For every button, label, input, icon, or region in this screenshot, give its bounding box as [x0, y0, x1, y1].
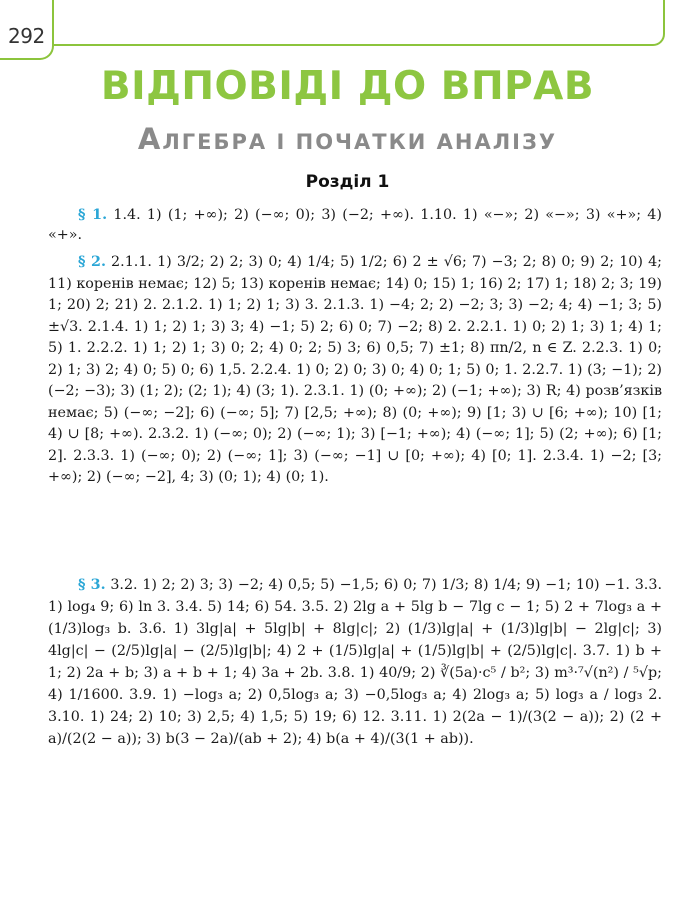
answers-paragraph-1 — [48, 205, 662, 245]
paragraph-sign: § 2. — [78, 254, 106, 270]
answers-paragraph-2 — [48, 252, 662, 489]
subtitle-rest: ЛГЕБРА І ПОЧАТКИ АНАЛІЗУ — [162, 130, 558, 154]
page-number: 292 — [8, 24, 45, 48]
page-header-frame — [0, 0, 665, 46]
paragraph-sign: § 3. — [78, 577, 106, 593]
paragraph-text: 2.1.1. 1) 3/2; 2) 2; 3) 0; 4) 1/4; 5) 1/2; 6) 2 ± √6; 7) −3; 2; 8) 0; 9) 2; 10) 4; 11) коренів немає; 12) 5; 13) коренів немає; 14) 0; 15) 1; 16) 2; 17) 1; 18) 2; 3; 19) 1; 20) 2; 21) 2. 2.1.2. 1) 1; 2) 1; 3) 3. 2.1.3. 1) −4; 2; 2) −2; 3; 3) −2; 4; 4) −1; 3; 5) ±√3. 2.1.4. 1) 1; 2) 1; 3) 3; 4) −1; 5) 2; 6) 0; 7) −2; 8) 2. 2.2.1. 1) 0; 2) 1; 3) 1; 4) 1; 5) 1. 2.2.2. 1) 1; 2) 1; 3) 0; 2; 4) 0; 2; 5) 3; 6) 0,5; 7) ±1; 8) πn/2, n ∈ Z. 2.2.3. 1) 0; 2) 1; 3) 2; 4) 0; 5) 0; 6) 1,5. 2.2.4. 1) 0; 2) 0; 3) 0; 4) 0; 1; 5) 0; 1. 2.2.7. 1) (3; −1); 2) (−2; −3); 3) (1; 2); (2; 1); 4) (3; 1). 2.3.1. 1) (0; +∞); 2) (−1; +∞); 3) R; 4) розв’язків немає; 5) (−∞; −2]; 6) (−∞; 5]; 7) [2,5; +∞); 8) (0; +∞); 9) [1; 3) ∪ [6; +∞); 10) [1; 4) ∪ [8; +∞). 2.3.2. 1) (−∞; 0); 2) (−∞; 1); 3) [−1; +∞); 4) (−∞; 1]; 5) (2; +∞); 6) [1; 2]. 2.3.3. 1) (−∞; 0); 2) (−∞; 1]; 3) (−∞; −1] ∪ [0; +∞); 4) [0; 1]. 2.3.4. 1) −2; [3; +∞); 2) (−∞; −2], 4; 3) (0; 1); 4) (0; 1). — [48, 254, 662, 485]
page-subtitle — [0, 122, 695, 156]
section-title: Розділ 1 — [305, 172, 390, 192]
answers-paragraph-3 — [48, 574, 662, 750]
paragraph-text: 3.2. 1) 2; 2) 3; 3) −2; 4) 0,5; 5) −1,5; 6) 0; 7) 1/3; 8) 1/4; 9) −1; 10) −1. 3.3. 1) log₄ 9; 6) ln 3. 3.4. 5) 14; 6) 54. 3.5. 2) 2lg a + 5lg b − 7lg c − 1; 5) 2 + 7log₃ a + (1/3)log₃ b. 3.6. 1) 3lg|a| + 5lg|b| + 8lg|c|; 2) (1/3)lg|a| + (1/3)lg|b| − 2lg|c|; 3) 4lg|c| − (2/5)lg|a| − (2/5)lg|b|; 4) 2 + (1/5)lg|a| + (1/5)lg|b| + (2/5)lg|c|. 3.7. 1) b + 1; 2) 2a + b; 3) a + b + 1; 4) 3a + 2b. 3.8. 1) 40/9; 2) ∛(5a)·c⁵ / b²; 3) m³·⁷√(n²) / ⁵√p; 4) 1/1600. 3.9. 1) −log₃ a; 2) 0,5log₃ a; 3) −0,5log₃ a; 4) 2log₃ a; 5) log₃ a / log₃ 2. 3.10. 1) 24; 2) 10; 3) 2,5; 4) 1,5; 5) 19; 6) 12. 3.11. 1) 2(2a − 1)/(3(2 − a)); 2) (2 + a)/(2(2 − a)); 3) b(3 − 2a)/(ab + 2); 4) b(a + 4)/(3(1 + ab)). — [48, 577, 662, 747]
page-title: ВІДПОВІДІ ДО ВПРАВ — [100, 64, 595, 109]
page-number-box — [0, 0, 54, 60]
paragraph-sign: § 1. — [78, 207, 108, 223]
subtitle-initial: А — [137, 122, 163, 156]
paragraph-text: 1.4. 1) (1; +∞); 2) (−∞; 0); 3) (−2; +∞). 1.10. 1) «−»; 2) «−»; 3) «+»; 4) «+». — [48, 207, 662, 243]
